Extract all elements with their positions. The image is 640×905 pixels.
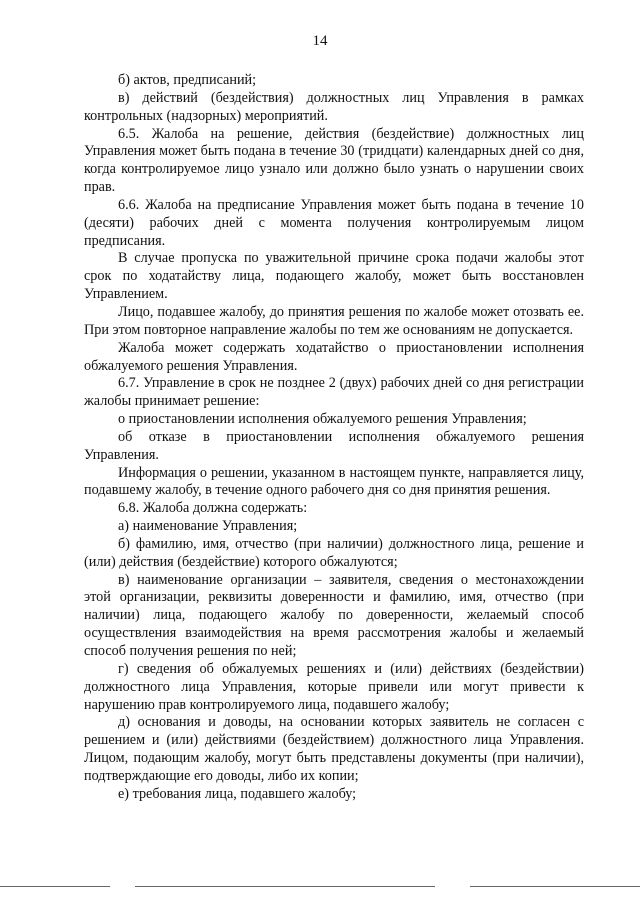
clause-6-6: 6.6. Жалоба на предписание Управления может быть подана в течение 10 (десяти) рабочих дней с момента получения контролируемым лицом предписания. — [84, 196, 584, 249]
list-item-e: е) требования лица, подавшего жалобу; — [118, 785, 357, 802]
list-item-b: б) фамилию, имя, отчество (при наличии) должностного лица, решение и (или) действия (бездействие) которого обжалуются; — [84, 535, 584, 570]
list-item-g: г) сведения об обжалуемых решениях и (или) действиях (бездействии) должностного лица Управления, которые привели или могут привести к нарушению прав контролируемого лица, подавшего жалобу; — [84, 660, 584, 713]
document-text — [84, 72, 584, 804]
list-item-b-acts: б) актов, предписаний; — [118, 72, 257, 88]
list-item-v: в) наименование организации – заявителя, сведения о местонахождении этой организации, реквизиты доверенности и фамилию, имя, отчество (при наличии) лица, подающего жалобу по доверенности, желаемый способ осуществления взаимодействия на время рассмотрения жалобы и желаемый способ получения решения по ней; — [84, 571, 584, 659]
paragraph-suspension-request: Жалоба может содержать ходатайство о приостановлении исполнения обжалуемого решения Управления. — [84, 339, 584, 374]
clause-6-7: 6.7. Управление в срок не позднее 2 (двух) рабочих дней со дня регистрации жалобы принимает решение: — [84, 375, 584, 410]
scan-edge-line — [135, 886, 435, 887]
paragraph-decision-info: Информация о решении, указанном в настоящем пункте, направляется лицу, подавшему жалобу, в течение одного рабочего дня со дня принятия решения. — [84, 464, 584, 499]
paragraph-deadline-restore: В случае пропуска по уважительной причине срока подачи жалобы этот срок по ходатайству лица, подающего жалобу, может быть восстановлен Управлением. — [84, 250, 584, 303]
list-item-a: а) наименование Управления; — [118, 518, 298, 535]
scan-edge-line — [470, 886, 640, 887]
list-item-d: д) основания и доводы, на основании которых заявитель не согласен с решением и (или) действиями (бездействием) должностного лица Управления. Лицом, подающим жалобу, могут быть представлены документы (при наличии), подтверждающие его доводы, либо их копии; — [84, 714, 584, 784]
page-number: 14 — [312, 33, 328, 49]
paragraph-refuse-suspend: об отказе в приостановлении исполнения обжалуемого решения Управления. — [84, 428, 584, 463]
paragraph-withdraw: Лицо, подавшее жалобу, до принятия решения по жалобе может отозвать ее. При этом повторное направление жалобы по тем же основаниям не допускается. — [84, 303, 584, 338]
clause-6-8: 6.8. Жалоба должна содержать: — [118, 500, 308, 517]
list-item-v-actions: в) действий (бездействия) должностных лиц Управления в рамках контрольных (надзорных) мероприятий. — [84, 89, 584, 124]
clause-6-5: 6.5. Жалоба на решение, действия (бездействие) должностных лиц Управления может быть подана в течение 30 (тридцати) календарных дней со дня, когда контролируемое лицо узнало или должно было узнать о нарушении своих прав. — [84, 125, 584, 196]
paragraph-suspend: о приостановлении исполнения обжалуемого решения Управления; — [118, 411, 527, 428]
scan-edge-line — [0, 886, 110, 887]
